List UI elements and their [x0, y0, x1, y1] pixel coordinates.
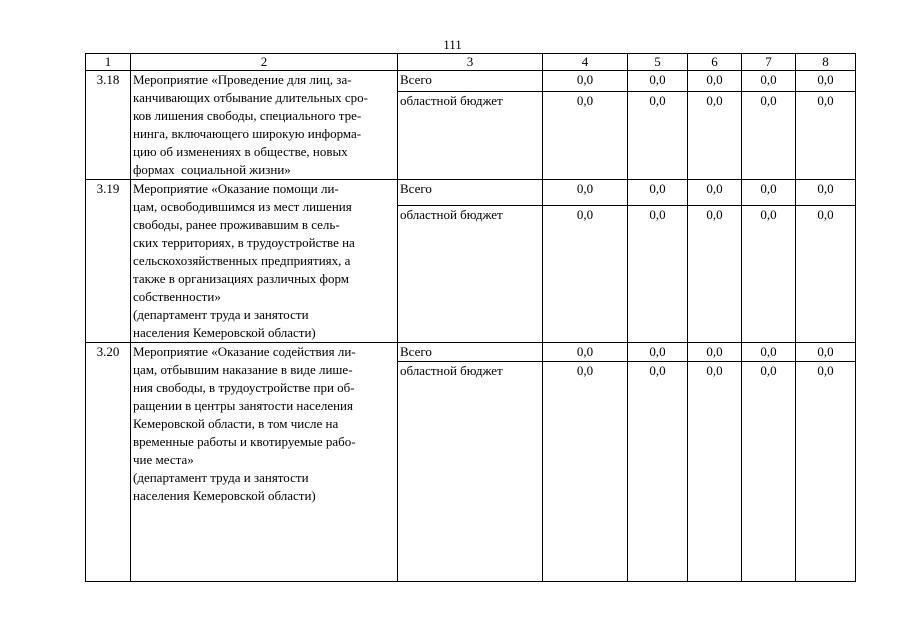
value-cell: 0,0 — [796, 92, 856, 180]
value-cell: 0,0 — [742, 92, 796, 180]
value-cell: 0,0 — [796, 343, 856, 362]
description-line: также в организациях различных форм — [133, 271, 349, 286]
description-line: канчивающих отбывание длительных сро- — [133, 90, 369, 105]
description-line: (департамент труда и занятости — [133, 470, 309, 485]
value-cell: 0,0 — [543, 180, 628, 206]
value-cell: 0,0 — [543, 343, 628, 362]
value-cell: 0,0 — [688, 362, 742, 582]
row-number: 3.18 — [86, 71, 131, 180]
value-cell: 0,0 — [742, 180, 796, 206]
funding-source-budget: областной бюджет — [398, 92, 543, 180]
value-cell: 0,0 — [742, 71, 796, 92]
program-table — [85, 53, 856, 582]
value-cell: 0,0 — [742, 362, 796, 582]
column-number: 6 — [688, 54, 742, 71]
description-line: нинга, включающего широкую информа- — [133, 126, 362, 141]
value-cell: 0,0 — [543, 362, 628, 582]
description-line: Мероприятие «Оказание помощи ли- — [133, 181, 339, 196]
value-cell: 0,0 — [628, 206, 688, 343]
measure-description — [131, 343, 398, 582]
table-row — [86, 180, 856, 206]
value-cell: 0,0 — [543, 92, 628, 180]
value-cell: 0,0 — [628, 92, 688, 180]
value-cell: 0,0 — [543, 71, 628, 92]
description-line: Кемеровской области, в том числе на — [133, 416, 339, 431]
description-line: свободы, ранее проживавшим в сель- — [133, 217, 340, 232]
table-row — [86, 71, 856, 92]
description-line: ков лишения свободы, специального тре- — [133, 108, 362, 123]
description-line: временные работы и квотируемые рабо- — [133, 434, 356, 449]
measure-description — [131, 180, 398, 343]
value-cell: 0,0 — [796, 206, 856, 343]
description-line: цам, освободившимся из мест лишения — [133, 199, 352, 214]
value-cell: 0,0 — [688, 71, 742, 92]
value-cell: 0,0 — [628, 362, 688, 582]
description-line: формах социальной жизни» — [133, 162, 291, 177]
value-cell: 0,0 — [796, 362, 856, 582]
value-cell: 0,0 — [688, 180, 742, 206]
description-line: Мероприятие «Проведение для лиц, за- — [133, 72, 352, 87]
description-line: населения Кемеровской области) — [133, 325, 316, 340]
funding-source-total: Всего — [398, 180, 543, 206]
description-line: ния свободы, в трудоустройстве при об- — [133, 380, 355, 395]
value-cell: 0,0 — [796, 180, 856, 206]
funding-source-budget: областной бюджет — [398, 206, 543, 343]
value-cell: 0,0 — [742, 206, 796, 343]
description-line: ских территориях, в трудоустройстве на — [133, 235, 355, 250]
funding-source-total: Всего — [398, 343, 543, 362]
column-number: 2 — [131, 54, 398, 71]
description-line: цам, отбывшим наказание в виде лише- — [133, 362, 353, 377]
description-line: ращении в центры занятости населения — [133, 398, 353, 413]
description-line: населения Кемеровской области) — [133, 488, 316, 503]
column-number: 7 — [742, 54, 796, 71]
column-number: 3 — [398, 54, 543, 71]
row-number: 3.20 — [86, 343, 131, 582]
value-cell: 0,0 — [742, 343, 796, 362]
value-cell: 0,0 — [628, 71, 688, 92]
value-cell: 0,0 — [688, 343, 742, 362]
page-number: 111 — [443, 37, 462, 52]
column-number-row — [86, 54, 856, 71]
row-number: 3.19 — [86, 180, 131, 343]
description-line: цию об изменениях в обществе, новых — [133, 144, 348, 159]
column-number: 4 — [543, 54, 628, 71]
column-number: 8 — [796, 54, 856, 71]
funding-source-budget: областной бюджет — [398, 362, 543, 582]
description-line: (департамент труда и занятости — [133, 307, 309, 322]
description-line: Мероприятие «Оказание содействия ли- — [133, 344, 356, 359]
value-cell: 0,0 — [628, 343, 688, 362]
description-line: чие места» — [133, 452, 194, 467]
value-cell: 0,0 — [796, 71, 856, 92]
description-line: сельскохозяйственных предприятиях, а — [133, 253, 351, 268]
table-row — [86, 343, 856, 362]
value-cell: 0,0 — [543, 206, 628, 343]
column-number: 5 — [628, 54, 688, 71]
value-cell: 0,0 — [628, 180, 688, 206]
value-cell: 0,0 — [688, 92, 742, 180]
column-number: 1 — [86, 54, 131, 71]
measure-description — [131, 71, 398, 180]
description-line: собственности» — [133, 289, 221, 304]
value-cell: 0,0 — [688, 206, 742, 343]
funding-source-total: Всего — [398, 71, 543, 92]
